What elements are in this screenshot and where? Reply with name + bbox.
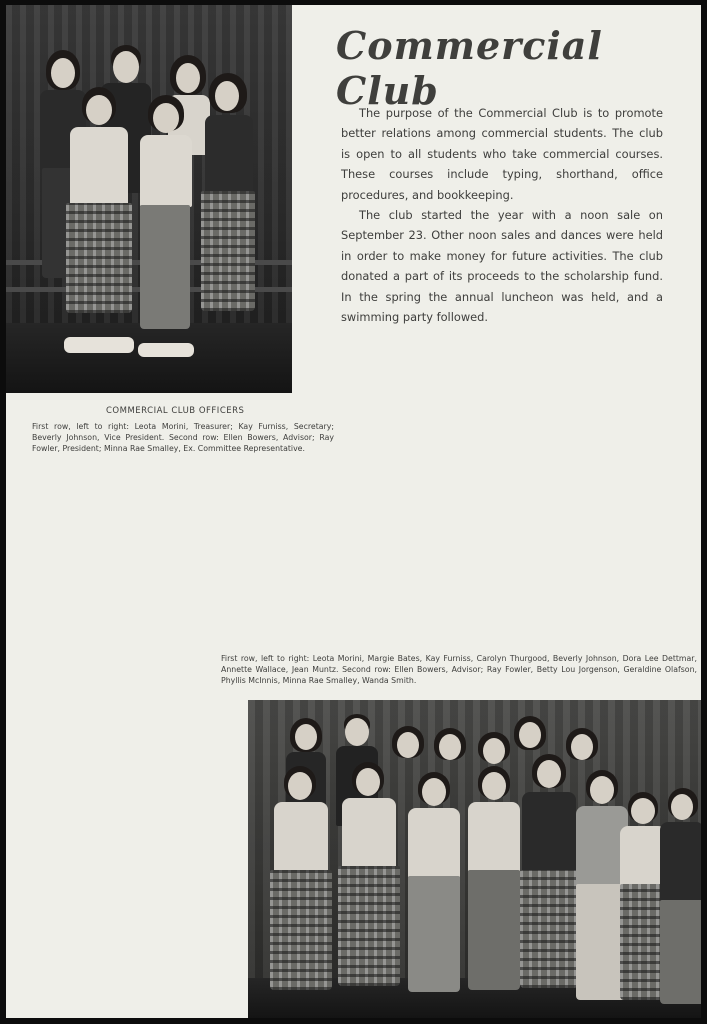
- person-figure: [134, 95, 198, 365]
- officers-photo: [6, 5, 292, 393]
- person-figure: [660, 788, 701, 1014]
- person-figure: [404, 772, 464, 1012]
- person-figure: [64, 87, 134, 367]
- yearbook-page: [6, 5, 701, 1018]
- page-title: Commercial Club: [336, 23, 603, 113]
- body-paragraph: The purpose of the Commercial Club is to promote better relations among commercial students. The club is open to all students who take commercial courses. These courses include typing, shorthand, office procedures, and bookkeeping.: [341, 106, 663, 202]
- person-figure: [336, 762, 402, 1012]
- members-photo: [248, 700, 701, 1018]
- person-figure: [464, 766, 524, 1012]
- body-text: [341, 103, 663, 327]
- body-paragraph: The club started the year with a noon sale on September 23. Other noon sales and dances were held in order to make money for future activities. The club donated a part of its proceeds to the scholarship fund. In the spring the annual luncheon was held, and a swimming party followed.: [341, 208, 663, 325]
- person-figure: [268, 766, 334, 1016]
- officers-caption-heading: COMMERCIAL CLUB OFFICERS: [106, 406, 245, 416]
- officers-caption-text: First row, left to right: Leota Morini, Treasurer; Kay Furniss, Secretary; Beverly Johnson, Vice President. Second row: Ellen Bowers, Advisor; Ray Fowler, President; Minna Rae Smalley, Ex. Committee Representative.: [32, 422, 334, 454]
- person-figure: [518, 754, 580, 1012]
- members-caption-text: First row, left to right: Leota Morini, Margie Bates, Kay Furniss, Carolyn Thurgood, Beverly Johnson, Dora Lee Dettmar, Annette Wallace, Jean Muntz. Second row: Ellen Bowers, Advisor; Ray Fowler, Betty Lou Jorgenson, Geraldine Olafson, Phyllis McInnis, Minna Rae Smalley, Wanda Smith.: [221, 654, 697, 686]
- person-figure: [201, 73, 257, 358]
